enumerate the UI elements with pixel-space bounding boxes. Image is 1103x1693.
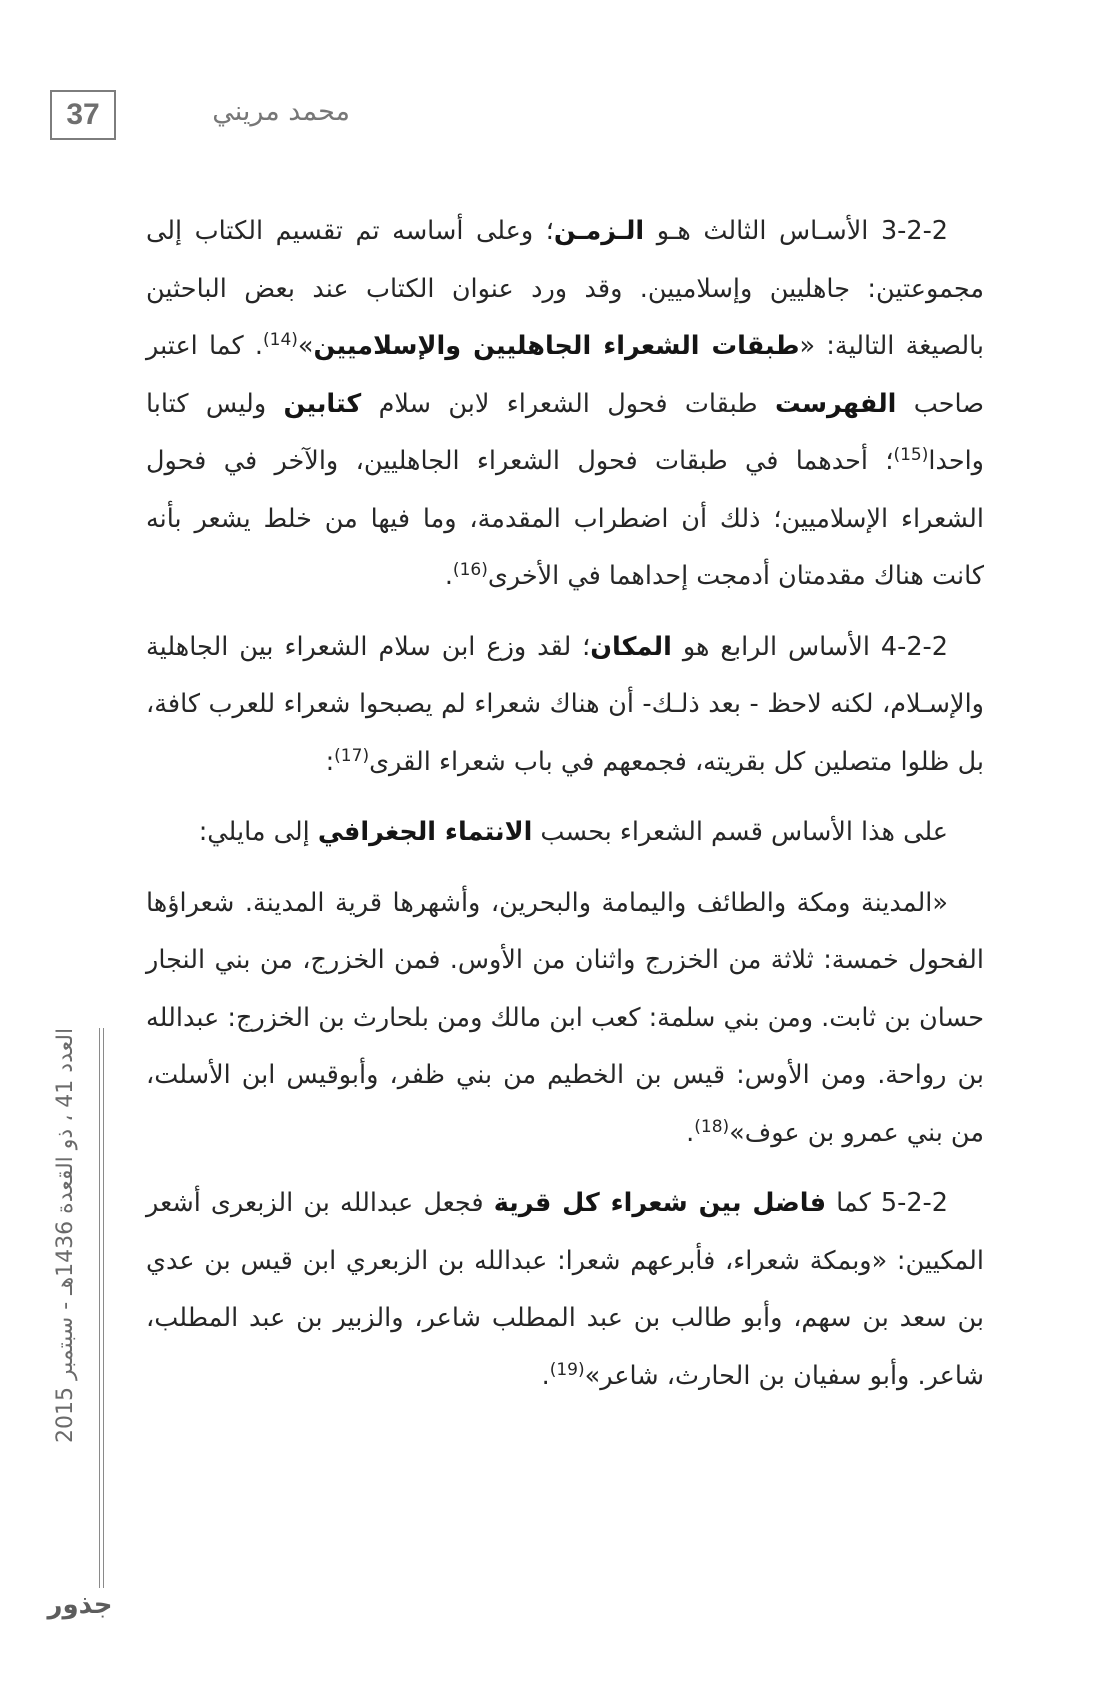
text-run: «المدينة ومكة والطائف واليمامة والبحرين، وأشهرها قرية المدينة. شعراؤها الفحول خمسة: ثلاثة من الخزرج واثنان من الأوس. فمن الخزرج، من بني النجار حسان بن ثابت. ومن بني سلمة: كعب ابن مالك ومن بلحارث بن الخزرج: عبدالله بن رواحة. ومن الأوس: قيس بن الخطيم من بني ظفر، وأبوقيس ابن الأسلت، من بني عمرو بن عوف» bbox=[145, 887, 984, 1148]
text-run: ؛ أحدهما في طبقات فحول الشعراء الجاهليين، والآخر في فحول الشعراء الإسلاميين؛ ذلك أن اضطراب المقدمة، وما فيها من خلط يشعر بأنه كانت هناك مقدمتان أدمجت إحداهما في الأخرى bbox=[146, 446, 984, 591]
journal-logo: جذور bbox=[47, 1590, 113, 1620]
text-run: . كما اعتبر صاحب bbox=[146, 331, 984, 419]
bold-term: الفهرست bbox=[774, 388, 897, 419]
paragraph-4-2-2 bbox=[146, 619, 984, 792]
text-run: ؛ لقد وزع ابن سلام الشعراء بين الجاهلية والإسـلام، لكنه لاحظ - بعد ذلـك- أن هناك شعراء لم يصبحوا شعراء للعرب كافة، بل ظلوا متصلين كل بقريته، فجمعهم في باب شعراء القرى bbox=[146, 631, 984, 777]
footnote-ref: (19) bbox=[549, 1359, 585, 1380]
sidebar-divider bbox=[99, 1028, 100, 1588]
bold-title: طبقات الشعراء الجاهليين والإسلاميين bbox=[313, 331, 800, 361]
issue-sidebar bbox=[45, 1028, 105, 1588]
paragraph-3-2-2 bbox=[146, 203, 984, 606]
bold-term: المكان bbox=[590, 631, 672, 662]
text-run: طبقات فحول الشعراء لابن سلام bbox=[361, 388, 775, 419]
footnote-ref: (17) bbox=[334, 745, 370, 766]
text-run: إلى مايلي: bbox=[198, 817, 318, 847]
footnote-ref: (18) bbox=[694, 1116, 730, 1137]
text-run: على هذا الأساس قسم الشعراء بحسب bbox=[532, 817, 948, 847]
text-run: 4-2-2 الأساس الرابع هو bbox=[671, 631, 948, 662]
paragraph-quote-madina bbox=[146, 875, 984, 1163]
footnote-ref: (15) bbox=[893, 445, 929, 465]
bold-term: الانتماء الجغرافي bbox=[317, 817, 533, 847]
footnote-ref: (16) bbox=[452, 560, 488, 580]
bold-term: كتابين bbox=[283, 388, 362, 419]
text-run: . bbox=[444, 561, 453, 591]
bold-term: فاضل بين شعراء كل قرية bbox=[493, 1188, 827, 1218]
footnote-ref: (14) bbox=[262, 330, 298, 350]
page-number: 37 bbox=[66, 98, 100, 131]
paragraph-5-2-2 bbox=[146, 1175, 984, 1405]
text-run: فجعل عبدالله بن الزبعرى أشعر المكيين: «وبمكة شعراء، فأبرعهم شعرا: عبدالله بن الزبعري ابن قيس بن عدي بن سعد بن سهم، وأبو طالب بن عبد المطلب شاعر، والزبير بن عبد المطلب، شاعر. وأبو سفيان بن الحارث، شاعر» bbox=[146, 1188, 984, 1391]
text-run: 5-2-2 كما bbox=[826, 1188, 948, 1218]
paragraph-geographic bbox=[146, 804, 984, 862]
text-run: . bbox=[686, 1117, 695, 1148]
text-run: : bbox=[325, 746, 335, 777]
sidebar-divider bbox=[103, 1028, 104, 1588]
article-body bbox=[146, 203, 984, 1418]
text-run: وليس كتابا واحدا bbox=[146, 388, 984, 476]
running-head-author: محمد مريني bbox=[212, 96, 350, 127]
bold-term: الـزمـن bbox=[553, 216, 645, 246]
issue-info: العدد 41 ، ذو القعدة 1436هـ - سبتمبر 2015 bbox=[53, 1028, 78, 1444]
text-run: 3-2-2 الأسـاس الثالث هـو bbox=[644, 216, 949, 246]
page-number-box bbox=[50, 90, 116, 140]
text-run: . bbox=[541, 1360, 550, 1391]
text-run: ؛ وعلى أساسه تم تقسيم الكتاب إلى مجموعتين: جاهليين وإسلاميين. وقد ورد عنوان الكتاب عند بعض الباحثين بالصيغة التالية: « bbox=[146, 216, 985, 361]
text-run: » bbox=[297, 331, 314, 361]
